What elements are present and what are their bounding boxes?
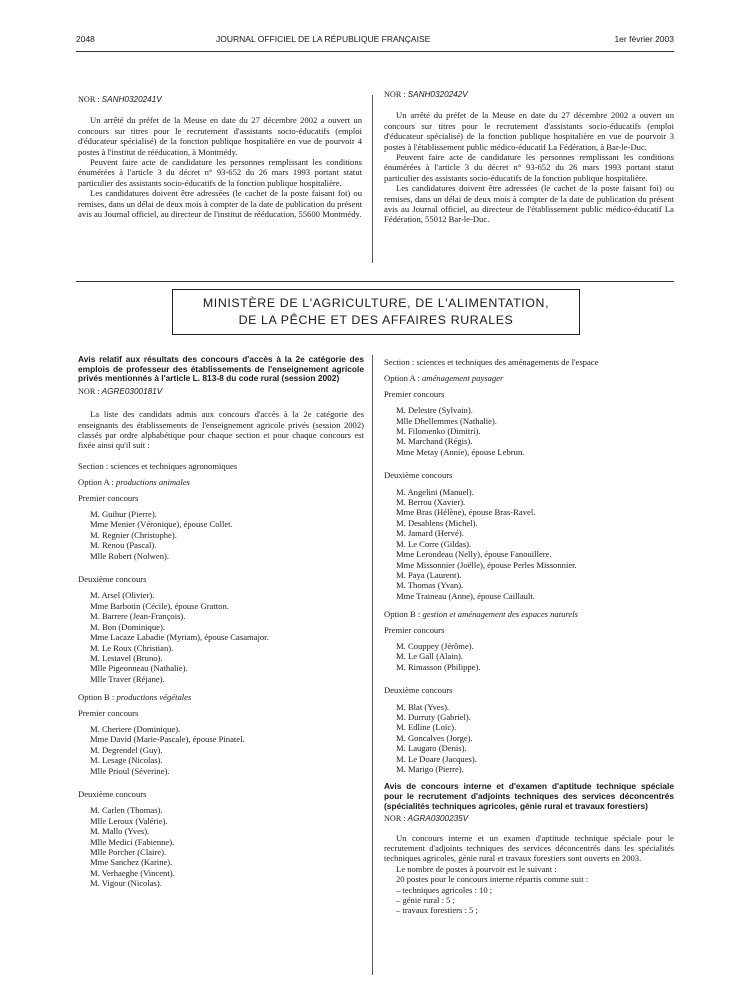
avis-title: Avis de concours interne et d'examen d'aptitude technique spéciale pour le recrutement d'adjoints techniques des services déconcentrés (spécialités techniques agricoles, génie rural et travaux forestiers) xyxy=(384,781,674,811)
list-item: Mme Missonnier (Joëlle), épouse Perles Missonnier. xyxy=(396,559,577,570)
list-item: Mlle Leroux (Valérie). xyxy=(90,815,168,826)
name-list xyxy=(384,487,674,601)
option-name: productions végétales xyxy=(116,692,192,703)
paragraph: Les candidatures doivent être adressées (le cachet de la poste faisant foi) ou remises, dans un délai de deux mois à compter de la date de publication du présent avis au Journal officiel, au directeur de l'institut de rééducation, 55600 Montmédy. xyxy=(78,188,362,220)
list-item: M. Jamard (Hervé). xyxy=(396,528,464,539)
concours-heading: Deuxième concours xyxy=(384,470,453,481)
list-item: M. Verhaeghe (Vincent). xyxy=(90,867,175,878)
option-label: Option A : xyxy=(384,373,420,384)
list-item: – génie rural : 5 ; xyxy=(396,895,455,906)
list-item: M. Marigo (Pierre). xyxy=(396,764,464,774)
notice-montmedy xyxy=(78,95,362,219)
list-item: Mme Traineau (Anne), épouse Caillault. xyxy=(396,590,535,601)
list-item: M. Le Doare (Jacques). xyxy=(396,753,477,764)
paragraph: Peuvent faire acte de candidature les personnes remplissant les conditions énumérées à l'article 3 du décret n° 93-652 du 26 mars 1993 portant statut particulier des assistants socio-éducatifs de la fonction publique hospitalière. xyxy=(78,157,362,188)
nor-line xyxy=(78,95,362,105)
list-item: M. Degrendel (Guy). xyxy=(90,744,163,755)
list-item: Mlle Traver (Réjane). xyxy=(90,673,165,684)
name-list xyxy=(78,805,364,888)
list-item: M. Cheriere (Dominique). xyxy=(90,723,181,734)
list-item: M. Bon (Dominique). xyxy=(90,621,165,632)
list-item: Mlle Medici (Fabienne). xyxy=(90,836,175,847)
notice-bar-le-duc xyxy=(384,90,674,225)
option-name: gestion et aménagement des espaces naturels xyxy=(422,609,578,620)
postes-list xyxy=(384,885,674,916)
nor-line xyxy=(384,90,674,100)
list-item: M. Le Corre (Gildas). xyxy=(396,538,472,549)
option-label: Option A : xyxy=(78,477,114,488)
list-item: M. Le Gall (Alain). xyxy=(396,651,464,662)
paragraph: 20 postes pour le concours interne répartis comme suit : xyxy=(396,874,589,885)
paragraph: Un concours interne et un examen d'aptitude technique spéciale pour le recrutement d'adjoints techniques des services déconcentrés dans les spécialités techniques agricoles, génie rural et travaux forestiers sont ouverts en 2003. xyxy=(384,832,674,864)
list-item: M. Regnier (Christophe). xyxy=(90,529,177,540)
nor-code: SANH0320241V xyxy=(101,95,162,104)
list-item: M. Angelini (Manuel). xyxy=(396,486,474,497)
avis-resultats-continued xyxy=(384,357,674,916)
option-heading xyxy=(384,609,674,619)
concours-heading: Premier concours xyxy=(384,388,445,399)
list-item: M. Renou (Pascal). xyxy=(90,540,157,551)
list-item: M. Guihur (Pierre). xyxy=(90,509,157,520)
list-item: M. Arsel (Olivier). xyxy=(90,590,155,601)
name-list xyxy=(78,590,364,684)
list-item: M. Edline (Loïc). xyxy=(396,722,457,733)
concours-heading: Deuxième concours xyxy=(384,685,453,696)
list-item: – travaux forestiers : 5 ; xyxy=(396,905,478,916)
issue-date: 1er février 2003 xyxy=(614,34,674,44)
list-item: M. Lesage (Nicolas). xyxy=(90,755,163,766)
list-item: Mme Lacaze Labadie (Myriam), épouse Casamajor. xyxy=(90,632,269,643)
paragraph: Les candidatures doivent être adressées (le cachet de la poste faisant foi) ou remises, dans un délai de deux mois à compter de la date de publication du présent avis au Journal officiel, au directeur de l'établissement public médico-éducatif La Fédération, 55012 Bar-le-Duc. xyxy=(384,183,674,225)
option-label: Option B : xyxy=(384,609,421,620)
list-item: M. Filomenko (Dimitri). xyxy=(396,426,481,437)
list-item: M. Le Roux (Christian). xyxy=(90,642,174,653)
name-list xyxy=(384,641,674,672)
list-item: M. Goncalves (Jorge). xyxy=(396,732,473,743)
name-list xyxy=(384,405,674,457)
list-item: Mme Lerondeau (Nelly), épouse Fanouillere. xyxy=(396,549,552,560)
intro-paragraph: La liste des candidats admis aux concours d'accès à la 2e catégorie des enseignants des établissements de l'enseignement agricole privés (session 2002) classés par ordre alphabétique pour chaque section et pour chaque concours est fixée ainsi qu'il suit : xyxy=(78,409,364,451)
option-heading xyxy=(78,692,364,702)
concours-heading: Premier concours xyxy=(78,492,139,503)
list-item: Mlle Robert (Nolwen). xyxy=(90,550,169,561)
name-list xyxy=(78,724,364,776)
list-item: Mme Metay (Annie), épouse Lebrun. xyxy=(396,446,525,457)
list-item: Mlle Porcher (Claire). xyxy=(90,847,167,857)
nor-code: AGRE0300181V xyxy=(101,386,163,396)
list-item: Mme David (Marie-Pascale), épouse Pinatel. xyxy=(90,734,245,745)
section-heading: Section : sciences et techniques des aménagements de l'espace xyxy=(384,357,599,367)
header-rule xyxy=(76,51,674,52)
concours-heading: Premier concours xyxy=(384,624,445,635)
list-item: M. Marchand (Régis). xyxy=(396,436,473,447)
column-divider xyxy=(372,95,373,263)
section-rule xyxy=(76,281,674,282)
list-item: M. Couppey (Jérôme). xyxy=(396,640,474,651)
name-list xyxy=(78,509,364,561)
nor-code: AGRA0300235V xyxy=(407,814,469,824)
nor-line xyxy=(384,814,674,824)
list-item: M. Paya (Laurent). xyxy=(396,569,462,580)
list-item: M. Carlen (Thomas). xyxy=(90,805,163,816)
list-item: – techniques agricoles : 10 ; xyxy=(396,884,493,895)
list-item: Mlle Prioul (Séverine). xyxy=(90,765,170,776)
nor-label: NOR : xyxy=(384,814,406,824)
list-item: M. Desablens (Michel). xyxy=(396,517,478,528)
list-item: M. Mallo (Yves). xyxy=(90,826,150,837)
list-item: M. Blat (Yves). xyxy=(396,701,450,712)
avis-title: Avis relatif aux résultats des concours d'accès à la 2e catégorie des emplois de professeur des établissements de l'enseignement agricole privés mentionnés à l'article L. 813-8 du code rural (session 2002) xyxy=(78,354,364,384)
option-label: Option B : xyxy=(78,692,115,703)
option-name: aménagement paysager xyxy=(421,373,504,384)
list-item: M. Vigour (Nicolas). xyxy=(90,878,162,889)
list-item: M. Berrou (Xavier). xyxy=(396,497,466,508)
page-number: 2048 xyxy=(76,34,95,44)
section-heading: Section : sciences et techniques agronomiques xyxy=(78,460,238,471)
nor-label: NOR : xyxy=(78,386,100,396)
list-item: M. Durruty (Gabriel). xyxy=(396,711,471,722)
list-item: Mme Barbotin (Cécile), épouse Gratton. xyxy=(90,600,229,611)
journal-title: JOURNAL OFFICIEL DE LA RÉPUBLIQUE FRANÇAISE xyxy=(216,34,431,44)
ministry-line-2: DE LA PÊCHE ET DES AFFAIRES RURALES xyxy=(238,313,514,327)
paragraph: Un arrêté du préfet de la Meuse en date du 27 décembre 2002 a ouvert un concours sur titres pour le recrutement d'assistants socio-éducatifs (emploi d'éducateur spécialisé) de la fonction publique hospitalière en vue de pourvoir 4 postes à l'institut de rééducation, à Montmédy. xyxy=(78,115,362,157)
name-list xyxy=(384,702,674,775)
list-item: M. Thomas (Yvan). xyxy=(396,580,464,591)
column-divider xyxy=(372,355,373,975)
nor-label: NOR : xyxy=(78,95,100,104)
nor-label: NOR : xyxy=(384,90,406,99)
ministry-heading xyxy=(172,289,580,335)
list-item: M. Barrere (Jean-François). xyxy=(90,611,186,622)
list-item: Mlle Pigeonneau (Nathalie). xyxy=(90,663,188,674)
avis-resultats xyxy=(78,355,364,889)
list-item: Mme Bras (Hélène), épouse Bras-Ravel. xyxy=(396,507,536,518)
option-heading xyxy=(384,373,674,383)
option-heading xyxy=(78,477,364,487)
concours-heading: Deuxième concours xyxy=(78,788,147,799)
ministry-line-1: MINISTÈRE DE L'AGRICULTURE, DE L'ALIMENTATION, xyxy=(202,296,550,310)
list-item: Mlle Dhellemmes (Nathalie). xyxy=(396,415,497,426)
concours-heading: Premier concours xyxy=(78,707,139,718)
paragraph: Un arrêté du préfet de la Meuse en date du 27 décembre 2002 a ouvert un concours sur titres pour le recrutement d'assistants socio-éducatifs (emploi d'éducateur spécialisé) de la fonction publique hospitalière en vue de pourvoir 3 postes à l'établissement public médico-éducatif La Fédération, à Bar-le-Duc. xyxy=(384,110,674,152)
nor-line xyxy=(78,387,364,397)
paragraph: Le nombre de postes à pourvoir est le suivant : xyxy=(396,863,557,874)
list-item: M. Delestre (Sylvain). xyxy=(396,405,473,416)
list-item: Mme Sanchez (Karine). xyxy=(90,857,173,868)
running-header xyxy=(76,34,674,48)
list-item: Mme Menier (Véronique), épouse Collet. xyxy=(90,519,233,530)
list-item: M. Laugaro (Denis). xyxy=(396,743,467,754)
concours-heading: Deuxième concours xyxy=(78,574,147,585)
list-item: M. Rimasson (Philippe). xyxy=(396,661,481,672)
nor-code: SANH0320242V xyxy=(407,90,468,99)
paragraph: Peuvent faire acte de candidature les personnes remplissant les conditions énumérées à l'article 3 du décret n° 93-652 du 26 mars 1993 portant statut particulier des assistants socio-éducatifs de la fonction publique hospitalière. xyxy=(384,152,674,183)
list-item: M. Lestavel (Bruno). xyxy=(90,652,163,663)
option-name: productions animales xyxy=(115,477,190,488)
